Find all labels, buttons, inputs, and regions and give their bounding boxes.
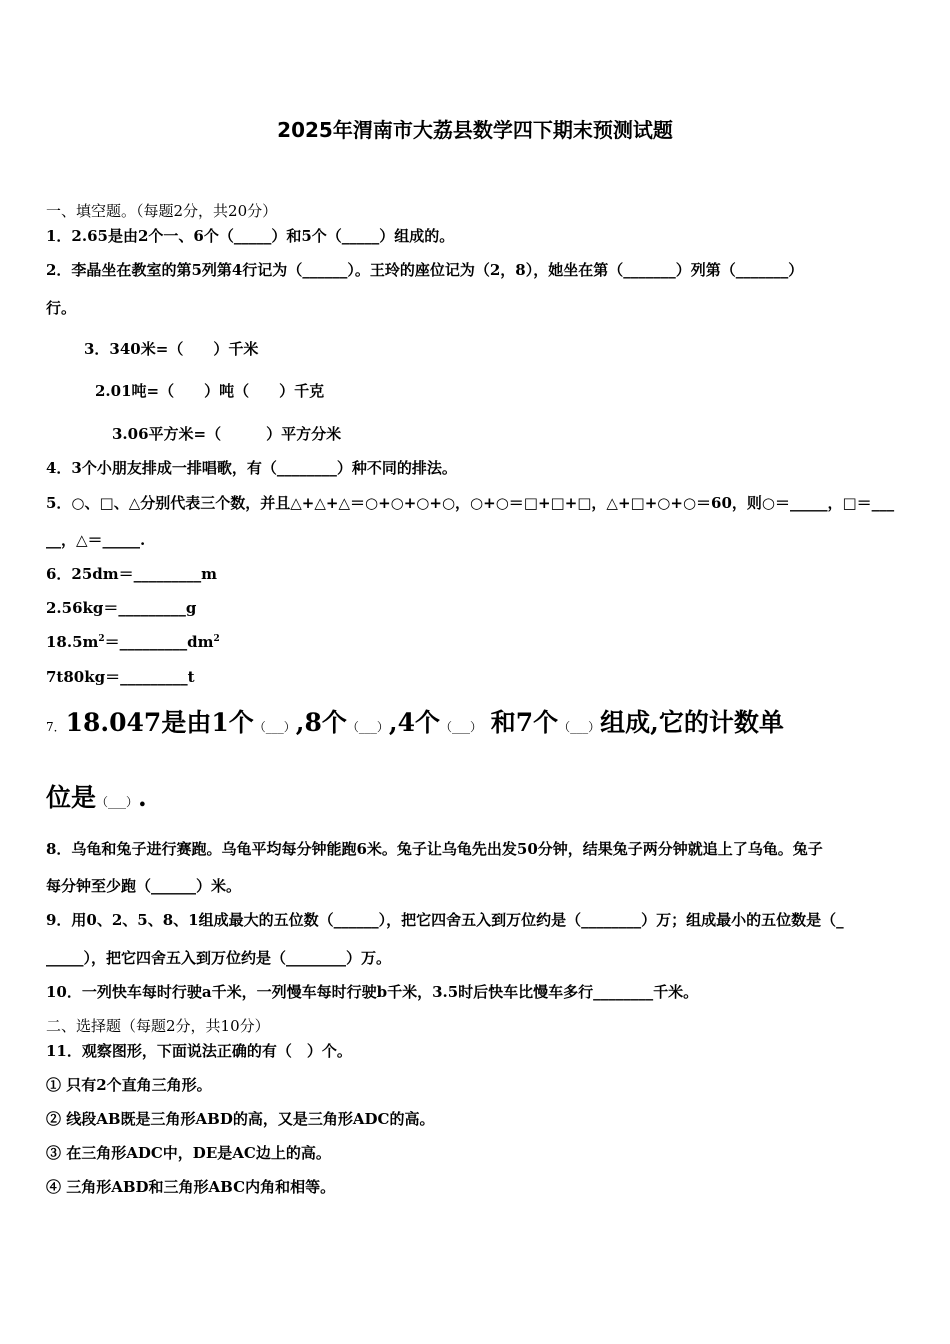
question-3-part-3: 3.06平方米=（ ）平方分米: [112, 425, 342, 443]
option-3: ③ 在三角形ADC中，DE是AC边上的高。: [46, 1144, 331, 1162]
question-2-line-2: 行。: [46, 299, 77, 317]
question-8-line-1: 8．乌龟和兔子进行赛跑。乌龟平均每分钟能跑6米。兔子让乌龟先出发50分钟，结果兔子两分钟就追上了乌龟。兔子: [46, 840, 823, 858]
question-9-line-1: 9．用0、2、5、8、1组成最大的五位数（______），把它四舍五入到万位约是（________）万；组成最小的五位数是（_: [46, 911, 844, 929]
question-9-line-2: _____），把它四舍五入到万位约是（________）万。: [46, 949, 392, 967]
page-title: 2025年渭南市大荔县数学四下期末预测试题: [277, 118, 673, 142]
question-5-line-2: __，△＝_____.: [46, 531, 146, 549]
question-7-line-2: 位是（___）.: [46, 783, 147, 812]
question-5-line-1: 5．○、□、△分别代表三个数，并且△+△+△＝○+○+○+○，○+○＝□+□+□，△+□+○+○＝60，则○＝_____，□＝___: [46, 494, 895, 512]
question-7-line-1: 7．18.047是由1个（___）,8个（___）,4个（___） 和7个（___）组成,它的计数单: [46, 708, 784, 737]
section-heading-choice: 二、选择题（每题2分，共10分）: [46, 1017, 270, 1035]
question-6-part-2: 2.56kg＝_________g: [46, 599, 197, 617]
question-6-part-1: 6．25dm＝_________m: [46, 565, 218, 583]
question-10: 10．一列快车每时行驶a千米，一列慢车每时行驶b千米，3.5时后快车比慢车多行________千米。: [46, 983, 699, 1001]
section-heading-fill-blank: 一、填空题。（每题2分，共20分）: [46, 202, 278, 220]
question-4: 4．3个小朋友排成一排唱歌，有（________）种不同的排法。: [46, 459, 457, 477]
question-11: 11．观察图形，下面说法正确的有（ ）个。: [46, 1042, 352, 1060]
question-8-line-2: 每分钟至少跑（______）米。: [46, 877, 242, 895]
option-2: ② 线段AB既是三角形ABD的高，又是三角形ADC的高。: [46, 1110, 435, 1128]
option-1: ① 只有2个直角三角形。: [46, 1076, 212, 1094]
question-3-part-1: 3．340米=（ ）千米: [84, 340, 259, 358]
question-2-line-1: 2．李晶坐在教室的第5列第4行记为（______）。王玲的座位记为（2，8），她坐在第（_______）列第（_______）: [46, 261, 804, 279]
question-6-part-4: 7t80kg＝_________t: [46, 668, 195, 686]
question-6-part-3: $18.5m^2=\_\_\_\_\_\_\_\_\_dm^2$: [46, 633, 220, 651]
question-1: 1．2.65是由2个一、6个（_____）和5个（_____）组成的。: [46, 227, 455, 245]
question-3-part-2: 2.01吨=（ ）吨（ ）千克: [95, 382, 325, 400]
option-4: ④ 三角形ABD和三角形ABC内角和相等。: [46, 1178, 336, 1196]
